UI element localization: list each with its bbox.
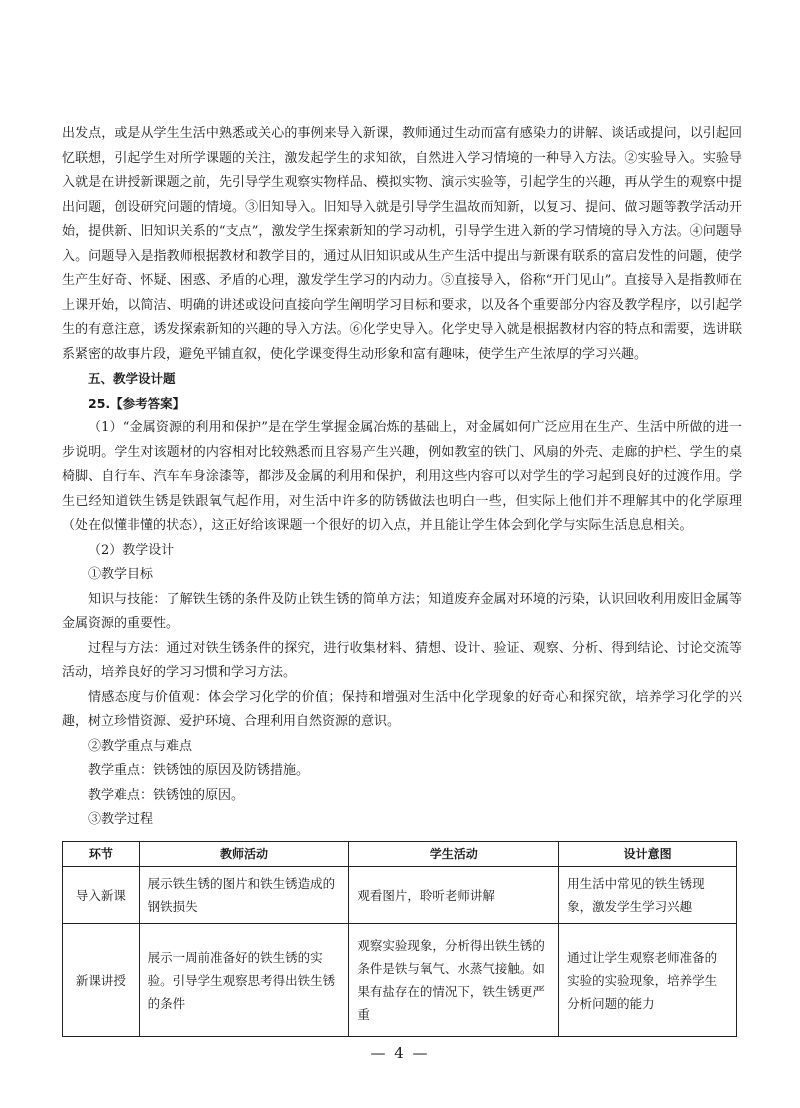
cell-intent: 通过让学生观察老师准备的实验的实验现象，培养学生分析问题的能力 [559, 924, 737, 1037]
cell-student: 观察实验现象，分析得出铁生锈的条件是铁与氧气、水蒸气接触。如果有盐存在的情况下，铁生锈更严重 [349, 924, 559, 1037]
cell-teacher: 展示一周前准备好的铁生锈的实验。引导学生观察思考得出铁生锈的条件 [139, 924, 349, 1037]
header-teacher: 教师活动 [139, 842, 349, 867]
header-intent: 设计意图 [559, 842, 737, 867]
cell-student: 观看图片，聆听老师讲解 [349, 867, 559, 924]
section-title: 五、教学设计题 [88, 371, 176, 386]
key-heading: ②教学重点与难点 [88, 738, 193, 754]
header-stage: 环节 [63, 842, 140, 867]
cell-stage: 新课讲授 [63, 924, 140, 1037]
goal-process: 过程与方法：通过对铁生锈条件的探究，进行收集材料、猜想、设计、验证、观察、分析、得到结论、讨论交流等活动，培养良好的学习习惯和学习方法。 [62, 640, 742, 680]
answer-label: 25.【参考答案】 [88, 395, 186, 411]
analysis-paragraph: （1）“金属资源的利用和保护”是在学生掌握金属冶炼的基础上，对金属如何广泛应用在生产、生活中所做的进一步说明。学生对该题材的内容相对比较熟悉而且容易产生兴趣，例如教室的铁门、风扇的外壳、走廊的护栏、学生的桌椅脚、自行车、汽车车身涂漆等，都涉及金属的利用和保护，利用这些内容可以对学生的学习起到良好的过渡作用。学生已经知道铁生锈是铁跟氧气起作用，对生活中许多的防锈做法也明白一些，但实际上他们并不理解其中的化学原理（处在似懂非懂的状态），这正好给该课题一个很好的切入点，并且能让学生体会到化学与实际生活息息相关。 [62, 420, 742, 533]
table-row [63, 924, 737, 1037]
cell-stage: 导入新课 [63, 867, 140, 924]
goal-knowledge: 知识与技能：了解铁生锈的条件及防止铁生锈的简单方法；知道废弃金属对环境的污染，认识回收利用废旧金属等金属资源的重要性。 [62, 591, 742, 631]
document-body [62, 122, 742, 833]
key-point: 教学重点：铁锈蚀的原因及防锈措施。 [88, 763, 310, 778]
page-number: — 4 — [370, 1044, 430, 1062]
cell-teacher: 展示铁生锈的图片和铁生锈造成的钢铁损失 [139, 867, 349, 924]
intro-paragraph: 出发点，或是从学生生活中熟悉或关心的事例来导入新课，教师通过生动而富有感染力的讲解、谈话或提问，以引起回忆联想，引起学生对所学课题的关注，激发起学生的求知欲，自然进入学习情境的一种导入方法。②实验导入。实验导入就是在讲授新课题之前，先引导学生观察实物样品、模拟实物、演示实验等，引起学生的兴趣，再从学生的观察中提出问题，创设研究问题的情境。③旧知导入。旧知导入就是引导学生温故而知新，以复习、提问、做习题等教学活动开始，提供新、旧知识关系的“支点”，激发学生探索新知的学习动机，引导学生进入新的学习情境的导入方法。④问题导入。问题导入是指教师根据教材和教学目的，通过从旧知识或从生产生活中提出与新课有联系的富启发性的问题，使学生产生好奇、怀疑、困惑、矛盾的心理，激发学生学习的内动力。⑤直接导入，俗称“开门见山”。直接导入是指教师在上课开始，以简洁、明确的讲述或设问直接向学生阐明学习目标和要求，以及各个重要部分内容及教学程序，以引起学生的有意注意，诱发探索新知的兴趣的导入方法。⑥化学史导入。化学史导入就是根据教材内容的特点和需要，选讲联系紧密的故事片段，避免平铺直叙，使化学课变得生动形象和富有趣味，使学生产生浓厚的学习兴趣。 [62, 126, 742, 362]
teaching-process-table [62, 841, 737, 1037]
table-row [63, 867, 737, 924]
goal-emotion: 情感态度与价值观：体会学习化学的价值；保持和增强对生活中化学现象的好奇心和探究欲，培养学习化学的兴趣，树立珍惜资源、爱护环境、合理利用自然资源的意识。 [62, 689, 742, 729]
difficult-point: 教学难点：铁锈蚀的原因。 [88, 787, 245, 803]
table-header-row [63, 842, 737, 867]
design-heading: （2）教学设计 [88, 542, 175, 558]
goal-heading: ①教学目标 [88, 567, 154, 582]
cell-intent: 用生活中常见的铁生锈现象，激发学生学习兴趣 [559, 867, 737, 924]
process-heading: ③教学过程 [88, 812, 154, 827]
header-student: 学生活动 [349, 842, 559, 867]
